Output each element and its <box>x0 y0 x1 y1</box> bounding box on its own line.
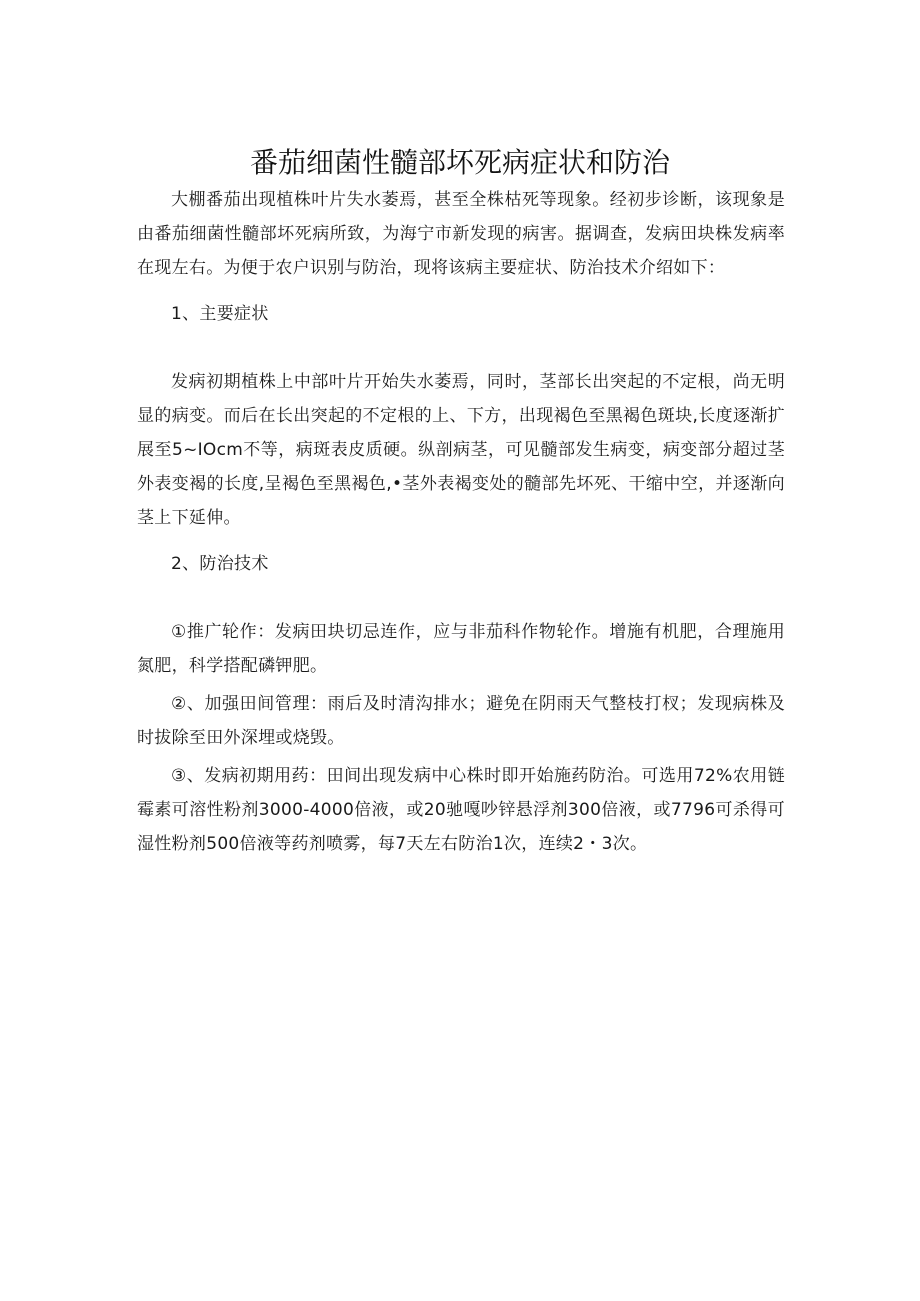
measure-field-management-paragraph: ②、加强田间管理：雨后及时清沟排水；避免在阴雨天气整枝打杈；发现病株及时拔除至田外深埋或烧毁。 <box>137 694 785 748</box>
document-body <box>137 183 785 861</box>
symptoms-paragraph: 发病初期植株上中部叶片开始失水萎焉，同时，茎部长出突起的不定根，尚无明显的病变。而后在长出突起的不定根的上、下方，出现褐色至黑褐色斑块,长度逐渐扩展至5~IOcm不等，病斑表皮质硬。纵剖病茎，可见髓部发生病变，病变部分超过茎外表变褐的长度,呈褐色至黑褐色,•茎外表褐变处的髓部先坏死、干缩中空，并逐渐向茎上下延伸。 <box>137 372 785 528</box>
measure-rotation-paragraph: ①推广轮作：发病田块切忌连作，应与非茄科作物轮作。增施有机肥，合理施用氮肥，科学搭配磷钾肥。 <box>137 622 785 676</box>
measure-pesticide-paragraph: ③、发病初期用药：田间出现发病中心株时即开始施药防治。可选用72%农用链霉素可溶性粉剂3000-4000倍液，或20驰嘎吵锌悬浮剂300倍液，或7796可杀得可湿性粉剂500倍液等药剂喷雾，每7天左右防治1次，连续2・3次。 <box>137 766 785 854</box>
section-heading-symptoms: 1、主要症状 <box>171 304 269 324</box>
intro-paragraph: 大棚番茄出现植株叶片失水萎焉，甚至全株枯死等现象。经初步诊断，该现象是由番茄细菌性髓部坏死病所致，为海宁市新发现的病害。据调查，发病田块株发病率在现左右。为便于农户识别与防治，现将该病主要症状、防治技术介绍如下： <box>137 190 785 278</box>
document-title: 番茄细菌性髓部坏死病症状和防治 <box>249 145 670 179</box>
section-heading-control: 2、防治技术 <box>171 554 269 574</box>
